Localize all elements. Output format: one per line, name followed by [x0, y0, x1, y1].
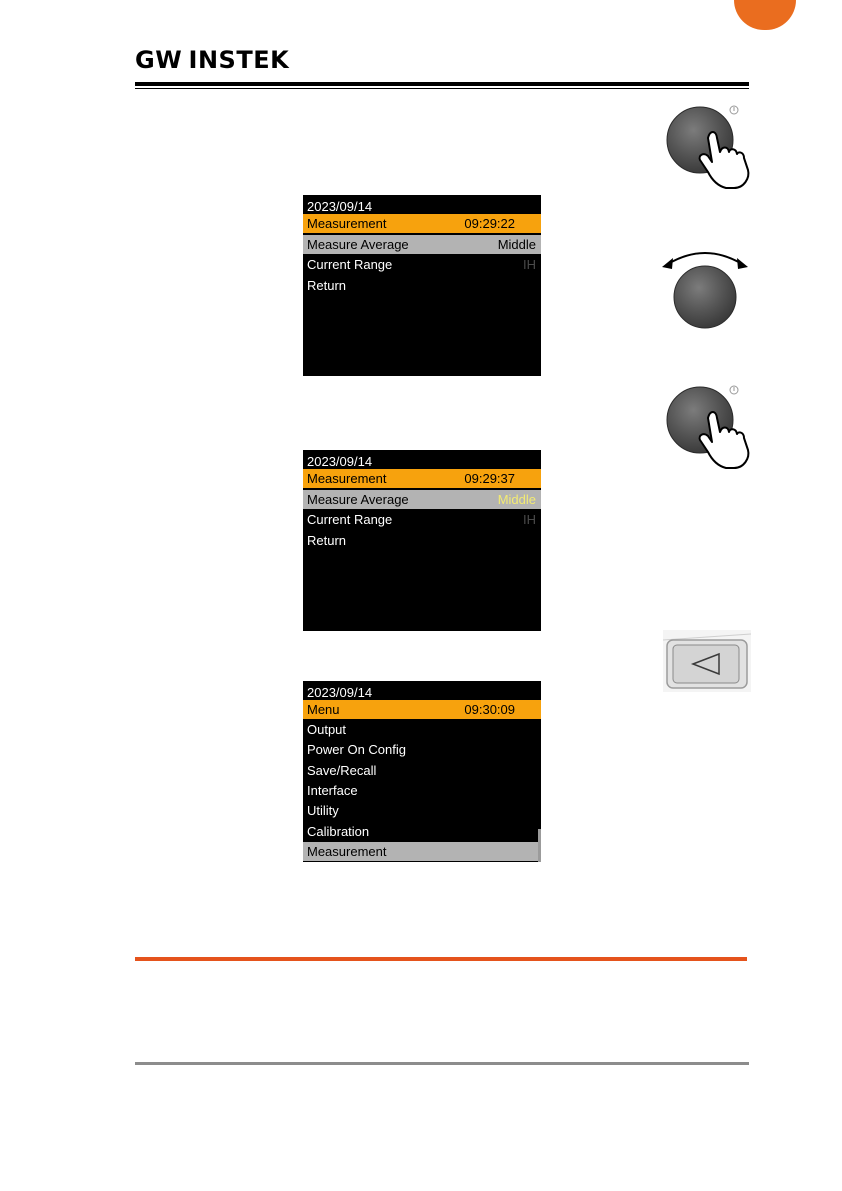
lcd-item-value: Middle [497, 492, 536, 507]
section-divider [135, 957, 747, 961]
brand-logo: GW INSTEK [135, 46, 290, 74]
lcd-date: 2023/09/14 [307, 454, 373, 469]
header-rule [135, 82, 749, 86]
lcd-item-label: Measure Average [307, 492, 409, 507]
lcd-item-value: IH [523, 512, 536, 527]
lcd-menu-item-interface[interactable] [303, 781, 541, 800]
lcd-item-label: Output [307, 722, 347, 737]
lcd-item-label: Utility [307, 803, 339, 818]
lcd-item-current-range[interactable] [303, 255, 541, 274]
header-rule-thin [135, 88, 749, 89]
lcd-menu-item-save-recall[interactable] [303, 761, 541, 780]
lcd-menu-item-utility[interactable] [303, 801, 541, 820]
footer-rule [135, 1062, 749, 1065]
lcd-item-label: Calibration [307, 824, 370, 839]
lcd-scrollbar[interactable] [538, 829, 541, 862]
lcd-time: 09:30:09 [464, 702, 515, 717]
knob-press-icon [660, 100, 755, 192]
page-tab-marker [734, 0, 796, 30]
lcd-item-label: Return [307, 278, 347, 293]
lcd-header-row [303, 700, 541, 719]
lcd-item-label: Current Range [307, 257, 393, 272]
lcd-item-value: IH [523, 257, 536, 272]
lcd-item-measure-average[interactable] [303, 490, 541, 509]
back-key-icon [663, 630, 751, 692]
lcd-screen-2 [303, 450, 541, 631]
lcd-menu-title: Measurement [307, 216, 387, 231]
lcd-time: 09:29:22 [464, 216, 515, 231]
lcd-screen-3 [303, 681, 541, 862]
lcd-item-label: Measure Average [307, 237, 409, 252]
lcd-item-current-range[interactable] [303, 510, 541, 529]
lcd-time: 09:29:37 [464, 471, 515, 486]
lcd-item-label: Power On Config [307, 742, 406, 757]
lcd-item-label: Save/Recall [307, 763, 377, 778]
lcd-item-return[interactable] [303, 531, 541, 550]
lcd-item-return[interactable] [303, 276, 541, 295]
lcd-item-label: Current Range [307, 512, 393, 527]
lcd-item-label: Return [307, 533, 347, 548]
lcd-item-measure-average[interactable] [303, 235, 541, 254]
lcd-screen-1 [303, 195, 541, 376]
lcd-menu-title: Measurement [307, 471, 387, 486]
knob-press-icon [660, 380, 755, 472]
lcd-item-label: Measurement [307, 844, 387, 859]
lcd-menu-title: Menu [307, 702, 340, 717]
knob-rotate-icon [658, 242, 753, 337]
lcd-header-row [303, 469, 541, 488]
lcd-date: 2023/09/14 [307, 199, 373, 214]
lcd-menu-item-output[interactable] [303, 720, 541, 739]
lcd-item-value: Middle [497, 237, 536, 252]
lcd-menu-item-power-on-config[interactable] [303, 740, 541, 759]
lcd-menu-item-measurement[interactable] [303, 842, 538, 861]
lcd-date: 2023/09/14 [307, 685, 373, 700]
lcd-menu-item-calibration[interactable] [303, 822, 541, 841]
lcd-header-row [303, 214, 541, 233]
lcd-item-label: Interface [307, 783, 358, 798]
